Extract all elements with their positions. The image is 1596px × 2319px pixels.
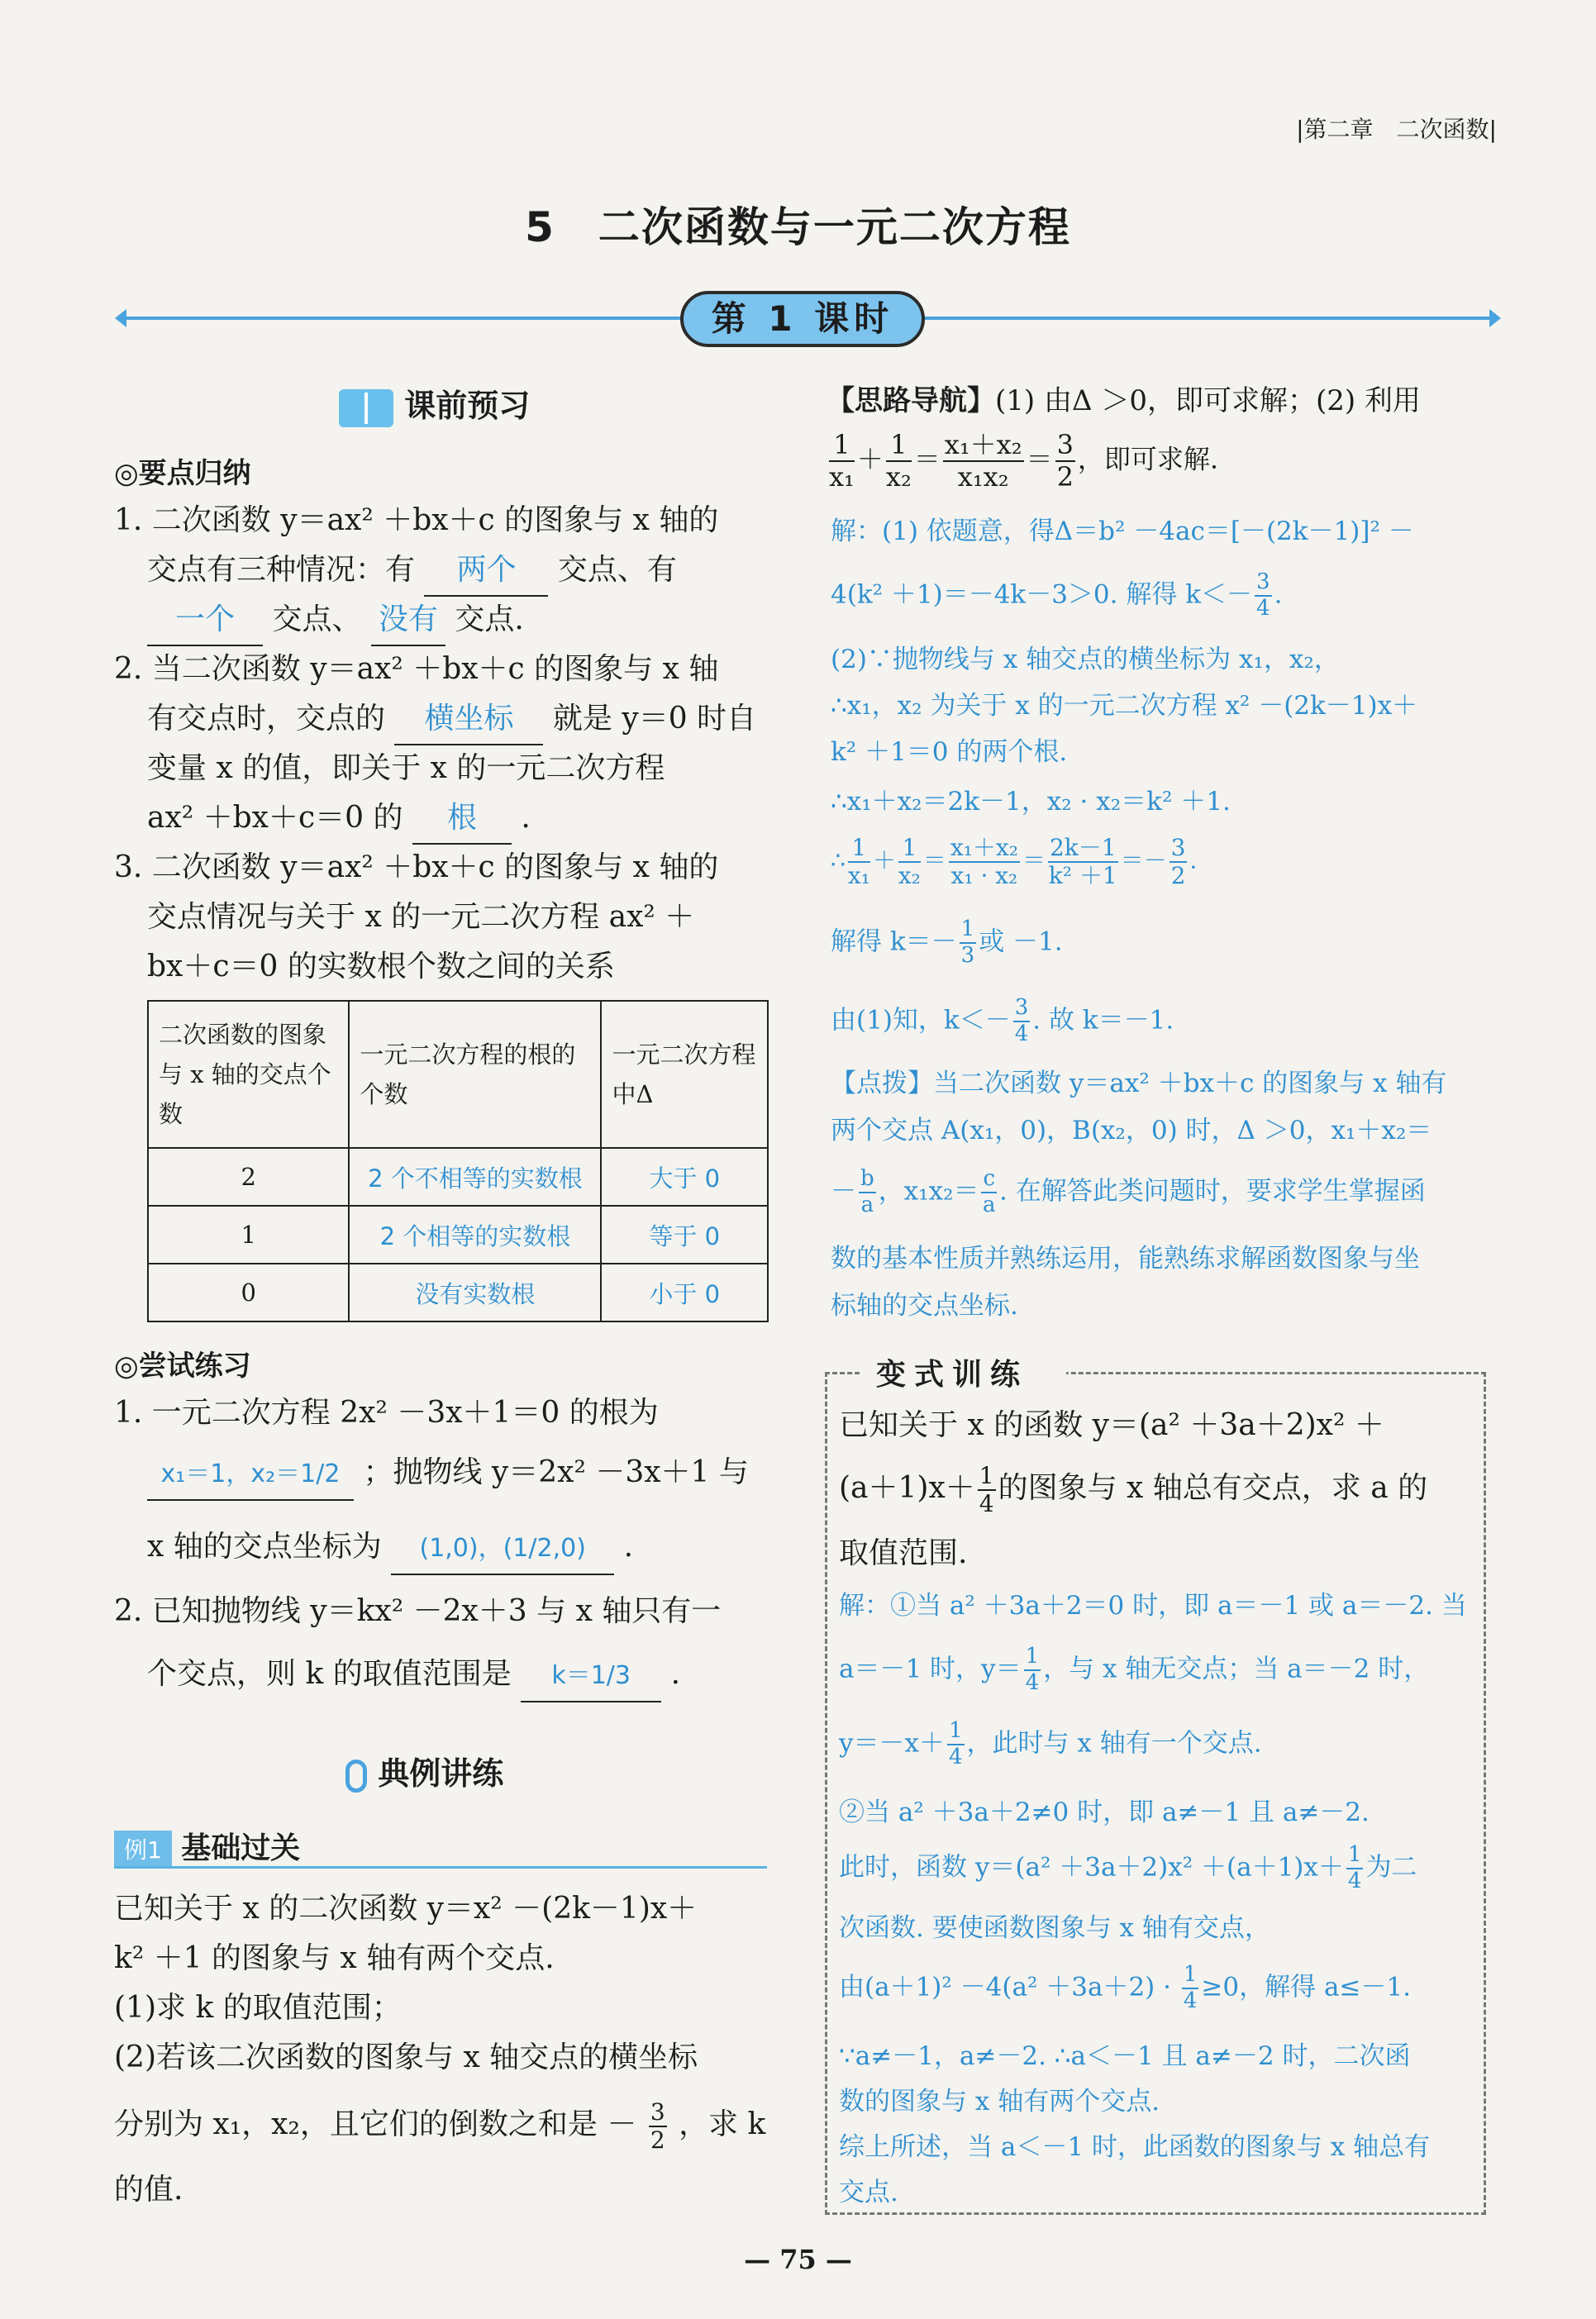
tip-line-1: 【点拨】当二次函数 y＝ax² ＋bx＋c 的图象与 x 轴有: [831, 1069, 1447, 1098]
variant-answer-4: ②当 a² ＋3a＋2≠0 时，即 a≠－1 且 a≠－2.: [839, 1798, 1370, 1827]
tip-line-4: 数的基本性质并熟练运用，能熟练求解函数图象与坐: [831, 1244, 1420, 1274]
variant-line-3: 取值范围.: [839, 1536, 968, 1570]
fraction: $\frac{1}{3}$: [960, 917, 975, 968]
tip-line-3: － $\frac{b}{a}$ ，x₁x₂＝ $\frac{c}{a}$ . 在解答此类问题时，要求学生掌握函: [831, 1166, 1426, 1217]
fraction: $\frac{1}{\text{x₂}}$: [885, 429, 912, 493]
relation-table: [147, 1000, 769, 1322]
table-cell: 等于 0: [601, 1206, 768, 1264]
table-row: [148, 1264, 768, 1321]
answer-k: k＝1/3: [521, 1651, 661, 1702]
variant-answer-7: 由(a＋1)² －4(a² ＋3a＋2) · $\frac{1}{4}$ ≥0，解得 a≤－1.: [839, 1962, 1411, 2013]
table-cell: 1: [148, 1206, 349, 1264]
fraction: $\frac{3}{4}$: [1256, 569, 1270, 621]
variant-line-2: (a＋1)x＋ $\frac{1}{4}$ 的图象与 x 轴总有交点，求 a 的: [839, 1462, 1428, 1518]
point-1-line-1: 1. 二次函数 y＝ax² ＋bx＋c 的图象与 x 轴的: [114, 503, 719, 537]
guide-label: 【思路导航】: [827, 384, 995, 417]
guide-line-1: 【思路导航】(1) 由Δ ＞0，即可求解；(2) 利用: [827, 384, 1421, 417]
table-header: 一元二次方程的根的个数: [349, 1001, 601, 1148]
table-cell: 2 个不相等的实数根: [349, 1148, 601, 1206]
table-cell: 小于 0: [601, 1264, 768, 1321]
fraction: $\frac{\text{x₁＋x₂}}{\text{x₁x₂}}$: [944, 429, 1022, 493]
variant-answer-5: 此时，函数 y＝(a² ＋3a＋2)x² ＋(a＋1)x＋ $\frac{1}{4}$ 为二: [839, 1842, 1417, 1893]
answer-one: 一个: [147, 595, 263, 646]
microphone-icon: [345, 1759, 367, 1793]
solution-line-5: k² ＋1＝0 的两个根.: [831, 737, 1068, 767]
question-2-line-1: 2. 已知抛物线 y＝kx² －2x＋3 与 x 轴只有一: [114, 1594, 722, 1628]
fraction: $\frac{\text{x₁＋x₂}}{\text{x₁ · x₂}}$: [950, 834, 1018, 890]
fraction: $\frac{3}{2}$: [1170, 834, 1186, 890]
question-2-line-2: 个交点，则 k 的取值范围是 k＝1/3 .: [147, 1650, 680, 1702]
fraction: $\frac{1}{4}$: [1025, 1644, 1040, 1695]
variant-answer-3: y＝－x＋ $\frac{1}{4}$ ，此时与 x 轴有一个交点.: [839, 1718, 1262, 1769]
question-1-line-2: x₁＝1，x₂＝1/2 ；抛物线 y＝2x² －3x＋1 与: [147, 1448, 749, 1501]
point-1-line-2: 交点有三种情况：有 两个 交点、有: [147, 545, 677, 597]
fraction: $\frac{2k-1}{\text{k² ＋1}}$: [1048, 834, 1117, 890]
point-2-line-1: 2. 当二次函数 y＝ax² ＋bx＋c 的图象与 x 轴: [114, 652, 719, 686]
example-1-tag-row: [114, 1825, 300, 1867]
variant-answer-8: ∵a≠－1，a≠－2. ∴a＜－1 且 a≠－2 时，二次函: [839, 2041, 1411, 2071]
variant-answer-10: 综上所述，当 a＜－1 时，此函数的图象与 x 轴总有: [839, 2132, 1431, 2162]
variant-answer-6: 次函数. 要使函数图象与 x 轴有交点，: [839, 1913, 1270, 1943]
fraction: $\frac{1}{4}$: [1347, 1842, 1362, 1893]
solution-line-6: ∴x₁＋x₂＝2k－1，x₂ · x₂＝k² ＋1.: [831, 787, 1231, 817]
table-row: [148, 1206, 768, 1264]
point-3-line-2: 交点情况与关于 x 的一元二次方程 ax² ＋: [147, 900, 695, 934]
chapter-header: |第二章 二次函数|: [1296, 116, 1497, 143]
variant-title: 变式训练: [876, 1358, 1029, 1392]
variant-answer-9: 数的图象与 x 轴有两个交点.: [839, 2087, 1160, 2117]
solution-line-8: 解得 k＝－ $\frac{1}{3}$ 或 －1.: [831, 917, 1063, 968]
fraction: $\frac{1}{\text{x₁}}$: [829, 429, 855, 493]
example-tag: 例1: [114, 1831, 172, 1867]
table-row: [148, 1148, 768, 1206]
variant-answer-11: 交点.: [839, 2178, 898, 2207]
preview-heading: 课前预习: [339, 380, 530, 427]
fraction: $\frac{1}{4}$: [1183, 1962, 1198, 2013]
answer-root: 根: [412, 793, 512, 845]
variant-line-1: 已知关于 x 的函数 y＝(a² ＋3a＋2)x² ＋: [839, 1408, 1384, 1442]
fraction: $\frac{1}{4}$: [979, 1462, 994, 1518]
lesson-badge: 第 1 课时: [680, 291, 925, 347]
fraction: $\frac{3}{2}$: [650, 2098, 665, 2155]
variant-answer-1: 解：①当 a² ＋3a＋2＝0 时，即 a＝－1 或 a＝－2. 当: [839, 1591, 1467, 1621]
page-title: 5 二次函数与一元二次方程: [525, 203, 1071, 251]
solution-line-7: ∴ $\frac{1}{\text{x₁}}$ ＋ $\frac{1}{\text{x₂}}$ ＝ $\frac{\text{x₁＋x₂}}{\text{x₁ · x₂}}$ ＝ $\frac{2k-1}{\text{k² ＋1}}$ ＝－ $\frac{3}{2}$ .: [831, 834, 1198, 890]
example-underline: [114, 1866, 767, 1869]
answer-roots: x₁＝1，x₂＝1/2: [147, 1450, 354, 1501]
question-1-line-1: 1. 一元二次方程 2x² －3x＋1＝0 的根为: [114, 1396, 659, 1430]
example-line-6: 的值.: [114, 2173, 183, 2207]
answer-none: 没有: [371, 595, 445, 646]
practice-heading: ◎尝试练习: [114, 1350, 251, 1383]
fraction: $\frac{1}{\text{x₂}}$: [898, 834, 921, 890]
table-cell: 大于 0: [601, 1148, 768, 1206]
key-points-heading: ◎要点归纳: [114, 457, 251, 490]
example-line-3: (1)求 k 的取值范围；: [114, 1991, 402, 2025]
solution-line-9: 由(1)知，k＜－ $\frac{3}{4}$ . 故 k＝－1.: [831, 995, 1174, 1046]
solution-line-1: 解：(1) 依题意，得Δ＝b² －4ac＝[－(2k－1)]² －: [831, 517, 1414, 546]
table-cell: 2 个相等的实数根: [349, 1206, 601, 1264]
variant-answer-2: a＝－1 时，y＝ $\frac{1}{4}$ ，与 x 轴无交点；当 a＝－2 时，: [839, 1644, 1430, 1695]
example-line-4: (2)若该二次函数的图象与 x 轴交点的横坐标: [114, 2040, 698, 2074]
page-number: — 75 —: [744, 2244, 852, 2275]
guide-line-2: $\frac{1}{\text{x₁}}$ ＋ $\frac{1}{\text{x₂}}$ ＝ $\frac{\text{x₁＋x₂}}{\text{x₁x₂}}$ ＝ $\frac{3}{2}$ ，即可求解.: [829, 429, 1219, 493]
answer-abscissa: 横坐标: [394, 694, 543, 745]
examples-heading: 典例讲练: [345, 1748, 503, 1793]
point-3-line-1: 3. 二次函数 y＝ax² ＋bx＋c 的图象与 x 轴的: [114, 850, 719, 884]
book-icon: [339, 389, 393, 427]
fraction: $\frac{c}{a}$: [983, 1166, 996, 1217]
fraction: $\frac{b}{a}$: [860, 1166, 874, 1217]
point-2-line-2: 有交点时，交点的 横坐标 就是 y＝0 时自: [147, 694, 756, 745]
table-cell: 2: [148, 1148, 349, 1206]
example-line-2: k² ＋1 的图象与 x 轴有两个交点.: [114, 1941, 555, 1975]
answer-two: 两个: [424, 545, 548, 597]
point-2-line-3: 变量 x 的值，即关于 x 的一元二次方程: [147, 751, 665, 785]
example-line-5: 分别为 x₁，x₂，且它们的倒数之和是 － $\frac{3}{2}$ ，求 k: [114, 2098, 766, 2155]
fraction: $\frac{3}{2}$: [1056, 429, 1074, 493]
point-3-line-3: bx＋c＝0 的实数根个数之间的关系: [147, 950, 615, 983]
table-header-row: [148, 1001, 768, 1148]
example-tag-title: 基础过关: [181, 1831, 301, 1865]
solution-line-3: (2)∵抛物线与 x 轴交点的横坐标为 x₁，x₂，: [831, 645, 1340, 674]
tip-line-5: 标轴的交点坐标.: [831, 1291, 1018, 1321]
solution-line-4: ∴x₁，x₂ 为关于 x 的一元二次方程 x² －(2k－1)x＋: [831, 691, 1418, 721]
point-1-line-3: 一个 交点、 没有 交点.: [147, 595, 524, 646]
table-header: 二次函数的图象与 x 轴的交点个数: [148, 1001, 349, 1148]
fraction: $\frac{1}{\text{x₁}}$: [847, 834, 870, 890]
fraction: $\frac{1}{4}$: [949, 1718, 963, 1769]
answer-intersections: (1,0)，(1/2,0): [391, 1524, 614, 1575]
solution-line-2: 4(k² ＋1)＝－4k－3＞0. 解得 k＜－ $\frac{3}{4}$ .: [831, 569, 1283, 621]
table-header: 一元二次方程中Δ: [601, 1001, 768, 1148]
example-line-1: 已知关于 x 的二次函数 y＝x² －(2k－1)x＋: [114, 1892, 698, 1926]
question-1-line-3: x 轴的交点坐标为 (1,0)，(1/2,0) .: [147, 1522, 633, 1575]
point-2-line-4: ax² ＋bx＋c＝0 的 根 .: [147, 793, 531, 845]
tip-line-2: 两个交点 A(x₁，0)，B(x₂，0) 时，Δ ＞0，x₁＋x₂＝: [831, 1116, 1432, 1145]
table-cell: 0: [148, 1264, 349, 1321]
fraction: $\frac{3}{4}$: [1014, 995, 1029, 1046]
table-cell: 没有实数根: [349, 1264, 601, 1321]
